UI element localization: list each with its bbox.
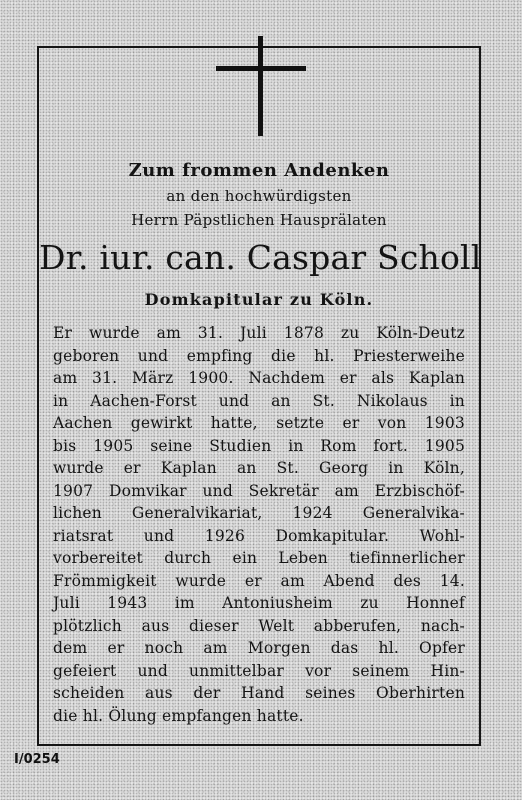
biography-line: lichen Generalvikariat, 1924 Generalvika- (53, 504, 465, 522)
biography-line: plötzlich aus dieser Welt abberufen, nach- (53, 616, 465, 635)
biography-line: in Aachen-Forst und an St. Nikolaus in (53, 391, 465, 410)
biography-line: geboren und empfing die hl. Priesterweihe (53, 346, 465, 365)
cross-vertical-bar (258, 36, 263, 136)
biography-line: riatsrat und 1926 Domkapitular. Wohl- (53, 526, 465, 545)
memorial-heading: Zum frommen Andenken (128, 160, 390, 181)
biography-line: gefeiert und unmittelbar vor seinem Hin- (53, 661, 465, 680)
biography-line: Aachen gewirkt hatte, setzte er von 1903 (53, 414, 465, 432)
dedication-line-1: an den hochwürdigsten (166, 187, 352, 205)
biography-line: Er wurde am 31. Juli 1878 zu Köln-Deutz (53, 324, 465, 342)
biography-line: wurde er Kaplan an St. Georg in Köln, (53, 459, 465, 477)
biography-line: Juli 1943 im Antoniusheim zu Honnef (53, 594, 465, 612)
deceased-office: Domkapitular zu Köln. (144, 290, 374, 309)
biography-line: die hl. Ölung empfangen hatte. (53, 706, 304, 725)
cross-horizontal-bar (216, 66, 306, 71)
deceased-name: Dr. iur. can. Caspar Scholl (39, 238, 482, 277)
biography-line: Frömmigkeit wurde er am Abend des 14. (53, 571, 465, 590)
biography-line: bis 1905 seine Studien in Rom fort. 1905 (53, 436, 465, 455)
archive-reference-number: I/0254 (14, 752, 60, 767)
biography-line: vorbereitet durch ein Leben tiefinnerlicher (53, 549, 465, 567)
biography-text (53, 322, 465, 727)
dedication-line-2: Herrn Päpstlichen Hausprälaten (131, 211, 387, 229)
biography-line: scheiden aus der Hand seines Oberhirten (53, 684, 465, 702)
biography-line: am 31. März 1900. Nachdem er als Kaplan (53, 369, 465, 387)
biography-line: dem er noch am Morgen das hl. Opfer (53, 639, 465, 657)
memorial-card (37, 46, 481, 746)
latin-cross-icon (216, 36, 306, 136)
biography-line: 1907 Domvikar und Sekretär am Erzbischöf- (53, 481, 465, 500)
